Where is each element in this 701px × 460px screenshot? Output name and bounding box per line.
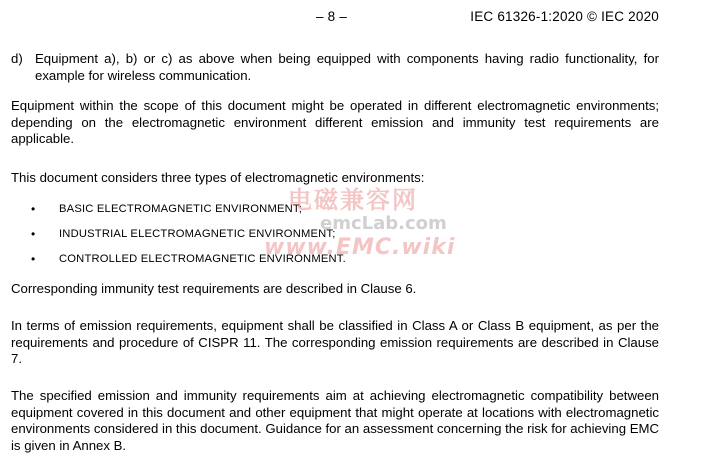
bullet: • — [31, 202, 36, 216]
list-marker: d) — [11, 51, 23, 66]
bullet: • — [31, 252, 36, 266]
list-item — [31, 201, 346, 226]
list-item — [31, 226, 346, 251]
environment-label: CONTROLLED ELECTROMAGNETIC ENVIRONMENT. — [59, 253, 346, 265]
environment-label: INDUSTRIAL ELECTROMAGNETIC ENVIRONMENT; — [59, 228, 336, 240]
paragraph-scope-environments: Equipment within the scope of this document might be operated in different electromagnetic environments; depending on the electromagnetic environment different emission and immunity test requirements are applicable. — [11, 98, 659, 146]
standard-reference: IEC 61326-1:2020 © IEC 2020 — [470, 9, 659, 24]
paragraph-immunity-reference: Corresponding immunity test requirements are described in Clause 6. — [11, 281, 417, 296]
paragraph-types-intro: This document considers three types of electromagnetic environments: — [11, 170, 425, 185]
list-item-text: Equipment a), b) or c) as above when being equipped with components having radio functionality, for example for wireless communication. — [35, 51, 659, 83]
environment-list — [31, 201, 346, 276]
environment-label: BASIC ELECTROMAGNETIC ENVIRONMENT; — [59, 203, 303, 215]
page-number: – 8 – — [316, 9, 348, 24]
bullet: • — [31, 227, 36, 241]
watermark-line-2: emcLab.com — [320, 213, 447, 234]
list-item — [31, 251, 346, 276]
watermark-line-3: www.EMC.wiki — [264, 235, 456, 260]
paragraph-emc-aim: The specified emission and immunity requirements aim at achieving electromagnetic compatibility between equipment covered in this document and other equipment that might operate at locations with electromagnetic environments considered in this document. Guidance for an assessment concerning the risk for achieving EMC is given in Annex B. — [11, 388, 659, 453]
watermark-line-1: 电磁兼容网 — [288, 186, 418, 214]
paragraph-emission-reference: In terms of emission requirements, equipment shall be classified in Class A or Class B equipment, as per the requirements and procedure of CISPR 11. The corresponding emission requirements are described in Clause 7. — [11, 318, 659, 366]
